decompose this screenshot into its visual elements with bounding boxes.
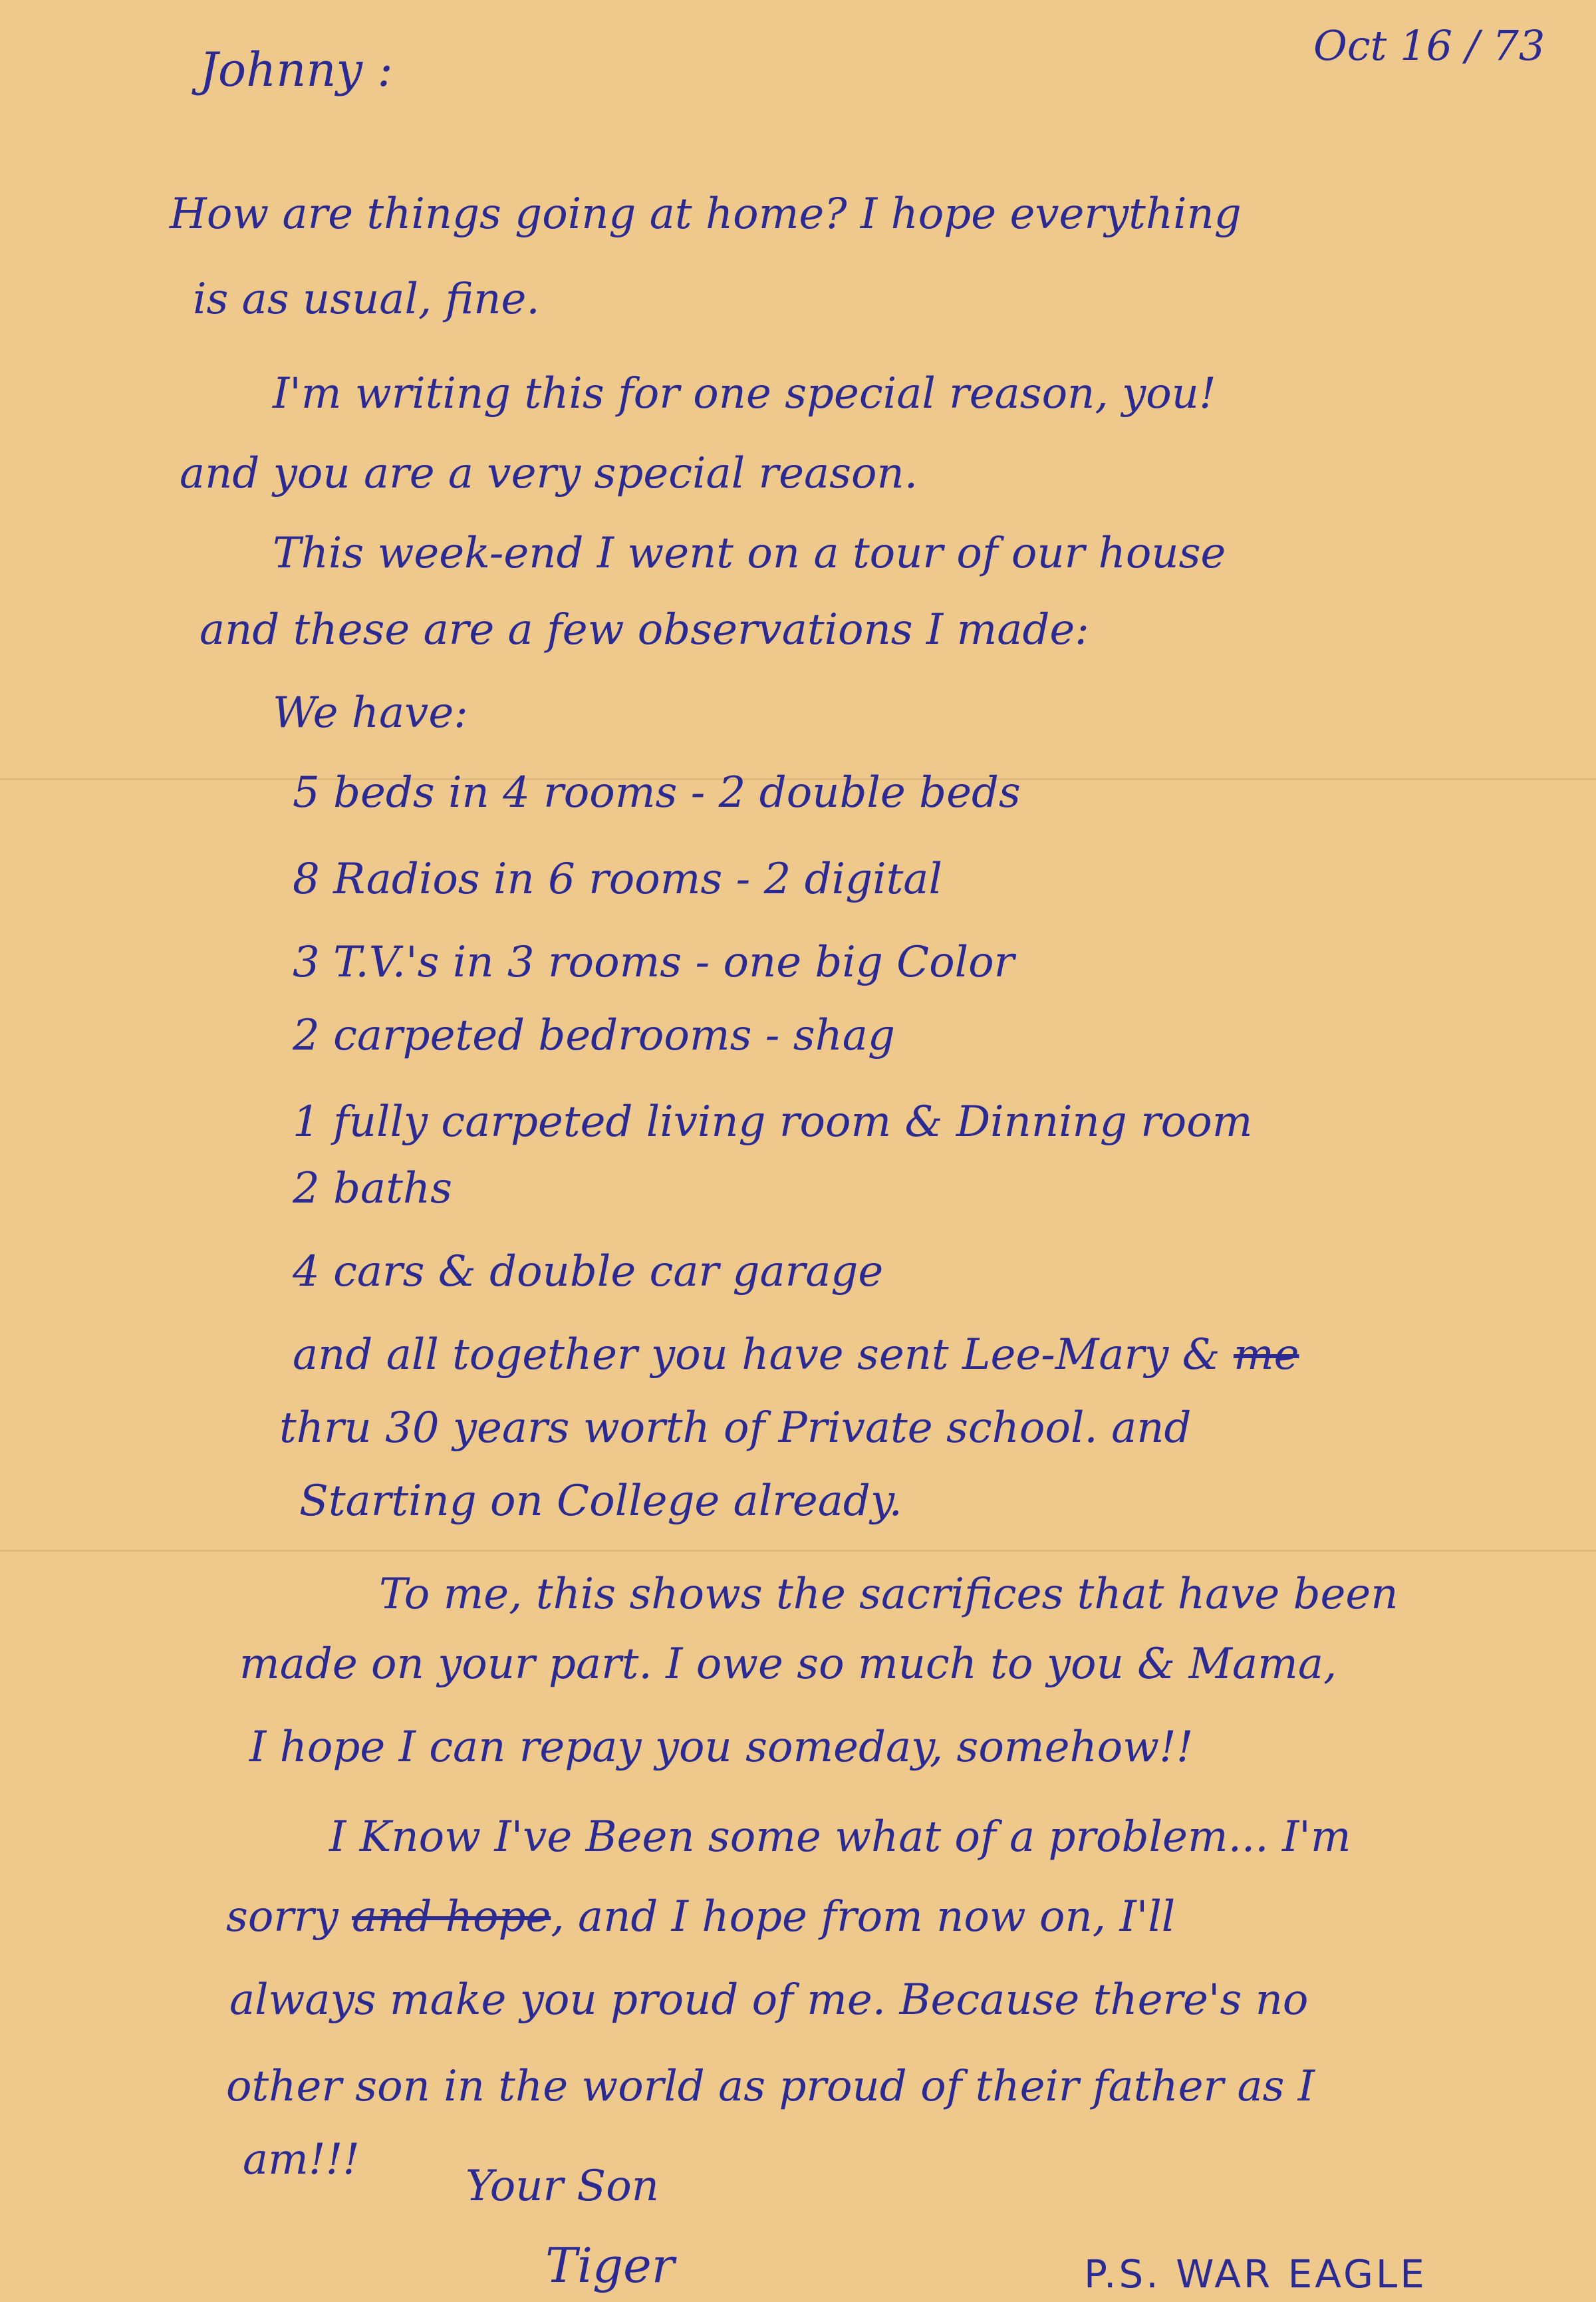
- letter-line: [293, 1330, 1299, 1379]
- inventory-item: 4 cars & double car garage: [293, 1247, 884, 1296]
- letter-line: and these are a few observations I made:: [200, 605, 1089, 654]
- letter-line: other son in the world as proud of their father as I: [226, 2062, 1315, 2111]
- letter-line: I'm writing this for one special reason, you!: [273, 369, 1216, 418]
- letter-date: Oct 16 / 73: [1313, 21, 1545, 70]
- letter-text: sorry: [226, 1892, 338, 1942]
- inventory-item: 8 Radios in 6 rooms - 2 digital: [293, 855, 942, 904]
- letter-closing: Your Son: [466, 2162, 659, 2211]
- struck-text: me: [1233, 1330, 1299, 1379]
- letter-line: This week-end I went on a tour of our house: [273, 529, 1226, 578]
- letter-text: , and I hope from now on, I'll: [551, 1892, 1176, 1942]
- letter-line: is as usual, fine.: [193, 275, 540, 324]
- letter-line: always make you proud of me. Because there's no: [229, 1975, 1309, 2025]
- letter-line: [226, 1892, 1176, 1942]
- letter-line: I hope I can repay you someday, somehow!!: [249, 1723, 1194, 1772]
- letter-greeting: Johnny :: [200, 43, 393, 97]
- inventory-item: 1 fully carpeted living room & Dinning room: [293, 1097, 1253, 1147]
- letter-line: Starting on College already.: [299, 1477, 902, 1526]
- letter-line: thru 30 years worth of Private school. and: [279, 1403, 1192, 1453]
- paper-fold-line: [0, 1550, 1596, 1552]
- letter-signature: Tiger: [545, 2237, 675, 2293]
- inventory-item: 2 carpeted bedrooms - shag: [293, 1011, 895, 1060]
- letter-line: We have:: [273, 688, 468, 738]
- letter-line: made on your part. I owe so much to you & Mama,: [239, 1640, 1337, 1689]
- postscript: P.S. WAR EAGLE: [1084, 2251, 1427, 2297]
- letter-line: How are things going at home? I hope everything: [170, 190, 1242, 239]
- inventory-item: 3 T.V.'s in 3 rooms - one big Color: [293, 938, 1015, 987]
- letter-line: I Know I've Been some what of a problem... I'm: [329, 1812, 1351, 1862]
- letter-line: am!!!: [243, 2135, 360, 2184]
- struck-text: and hope: [352, 1892, 551, 1942]
- inventory-item: 2 baths: [293, 1164, 452, 1213]
- inventory-item: 5 beds in 4 rooms - 2 double beds: [293, 768, 1021, 817]
- letter-line: and you are a very special reason.: [180, 449, 918, 498]
- letter-line: To me, this shows the sacrifices that have been: [379, 1570, 1398, 1619]
- letter-text: and all together you have sent Lee-Mary &: [293, 1330, 1220, 1379]
